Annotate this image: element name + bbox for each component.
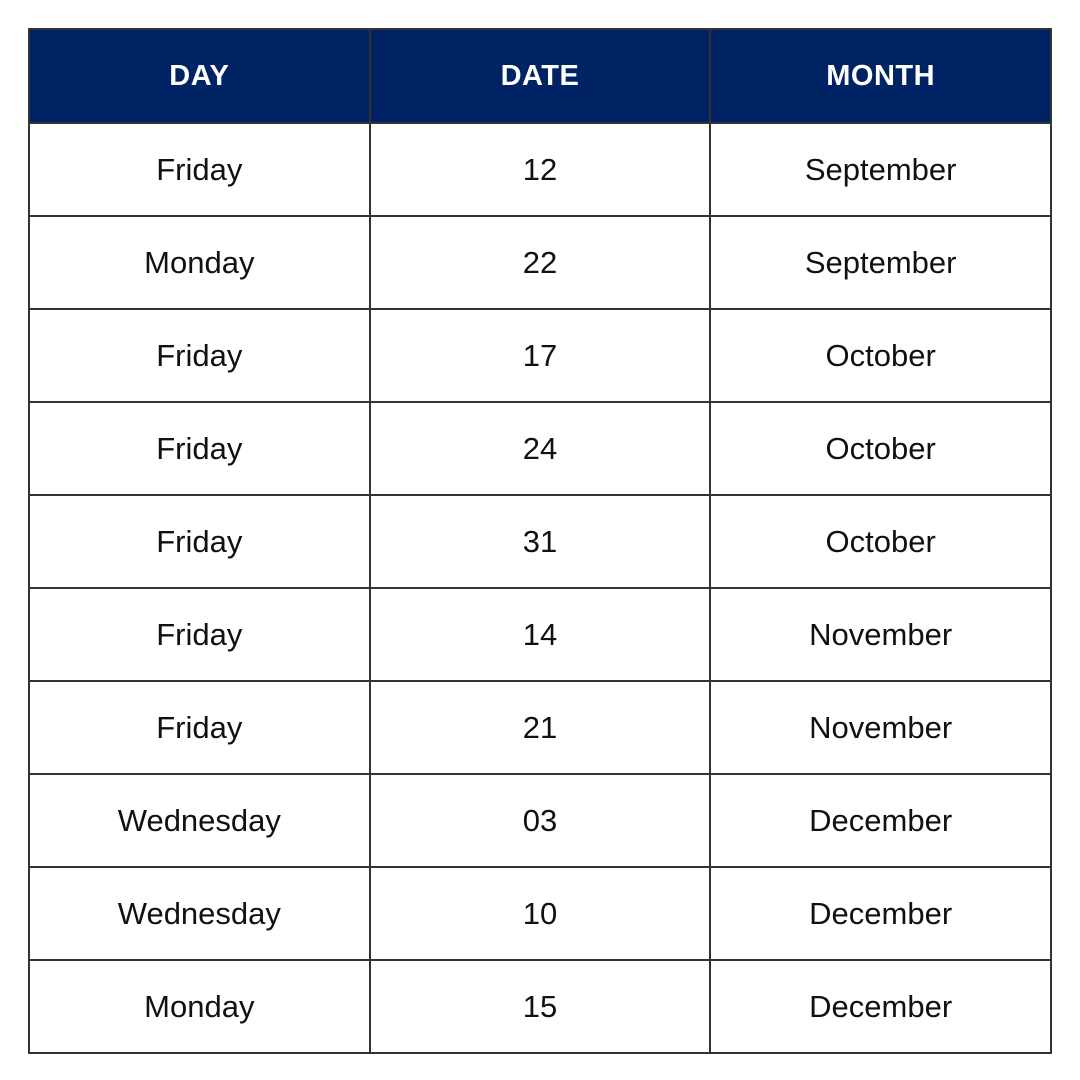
day-cell: Friday bbox=[29, 123, 370, 216]
table-row bbox=[29, 681, 1051, 774]
table-row bbox=[29, 309, 1051, 402]
column-header-day: DAY bbox=[29, 29, 370, 123]
day-cell: Wednesday bbox=[29, 774, 370, 867]
month-cell: October bbox=[710, 495, 1051, 588]
month-cell: December bbox=[710, 774, 1051, 867]
day-cell: Friday bbox=[29, 588, 370, 681]
date-cell: 10 bbox=[370, 867, 711, 960]
day-cell: Friday bbox=[29, 402, 370, 495]
day-cell: Monday bbox=[29, 960, 370, 1053]
month-cell: December bbox=[710, 960, 1051, 1053]
table-row bbox=[29, 495, 1051, 588]
date-cell: 17 bbox=[370, 309, 711, 402]
date-cell: 31 bbox=[370, 495, 711, 588]
table-row bbox=[29, 588, 1051, 681]
date-cell: 03 bbox=[370, 774, 711, 867]
day-cell: Friday bbox=[29, 681, 370, 774]
day-cell: Friday bbox=[29, 495, 370, 588]
day-cell: Wednesday bbox=[29, 867, 370, 960]
table-row bbox=[29, 216, 1051, 309]
header-row bbox=[29, 29, 1051, 123]
table-body bbox=[29, 123, 1051, 1053]
date-cell: 22 bbox=[370, 216, 711, 309]
date-cell: 24 bbox=[370, 402, 711, 495]
month-cell: November bbox=[710, 588, 1051, 681]
date-cell: 21 bbox=[370, 681, 711, 774]
month-cell: September bbox=[710, 216, 1051, 309]
schedule-table bbox=[28, 28, 1052, 1054]
month-cell: October bbox=[710, 402, 1051, 495]
table-row bbox=[29, 867, 1051, 960]
date-cell: 12 bbox=[370, 123, 711, 216]
table-row bbox=[29, 123, 1051, 216]
table-row bbox=[29, 960, 1051, 1053]
month-cell: November bbox=[710, 681, 1051, 774]
month-cell: December bbox=[710, 867, 1051, 960]
day-cell: Monday bbox=[29, 216, 370, 309]
table-header bbox=[29, 29, 1051, 123]
column-header-date: DATE bbox=[370, 29, 711, 123]
column-header-month: MONTH bbox=[710, 29, 1051, 123]
table-row bbox=[29, 402, 1051, 495]
date-cell: 14 bbox=[370, 588, 711, 681]
table-row bbox=[29, 774, 1051, 867]
month-cell: October bbox=[710, 309, 1051, 402]
day-cell: Friday bbox=[29, 309, 370, 402]
month-cell: September bbox=[710, 123, 1051, 216]
date-cell: 15 bbox=[370, 960, 711, 1053]
